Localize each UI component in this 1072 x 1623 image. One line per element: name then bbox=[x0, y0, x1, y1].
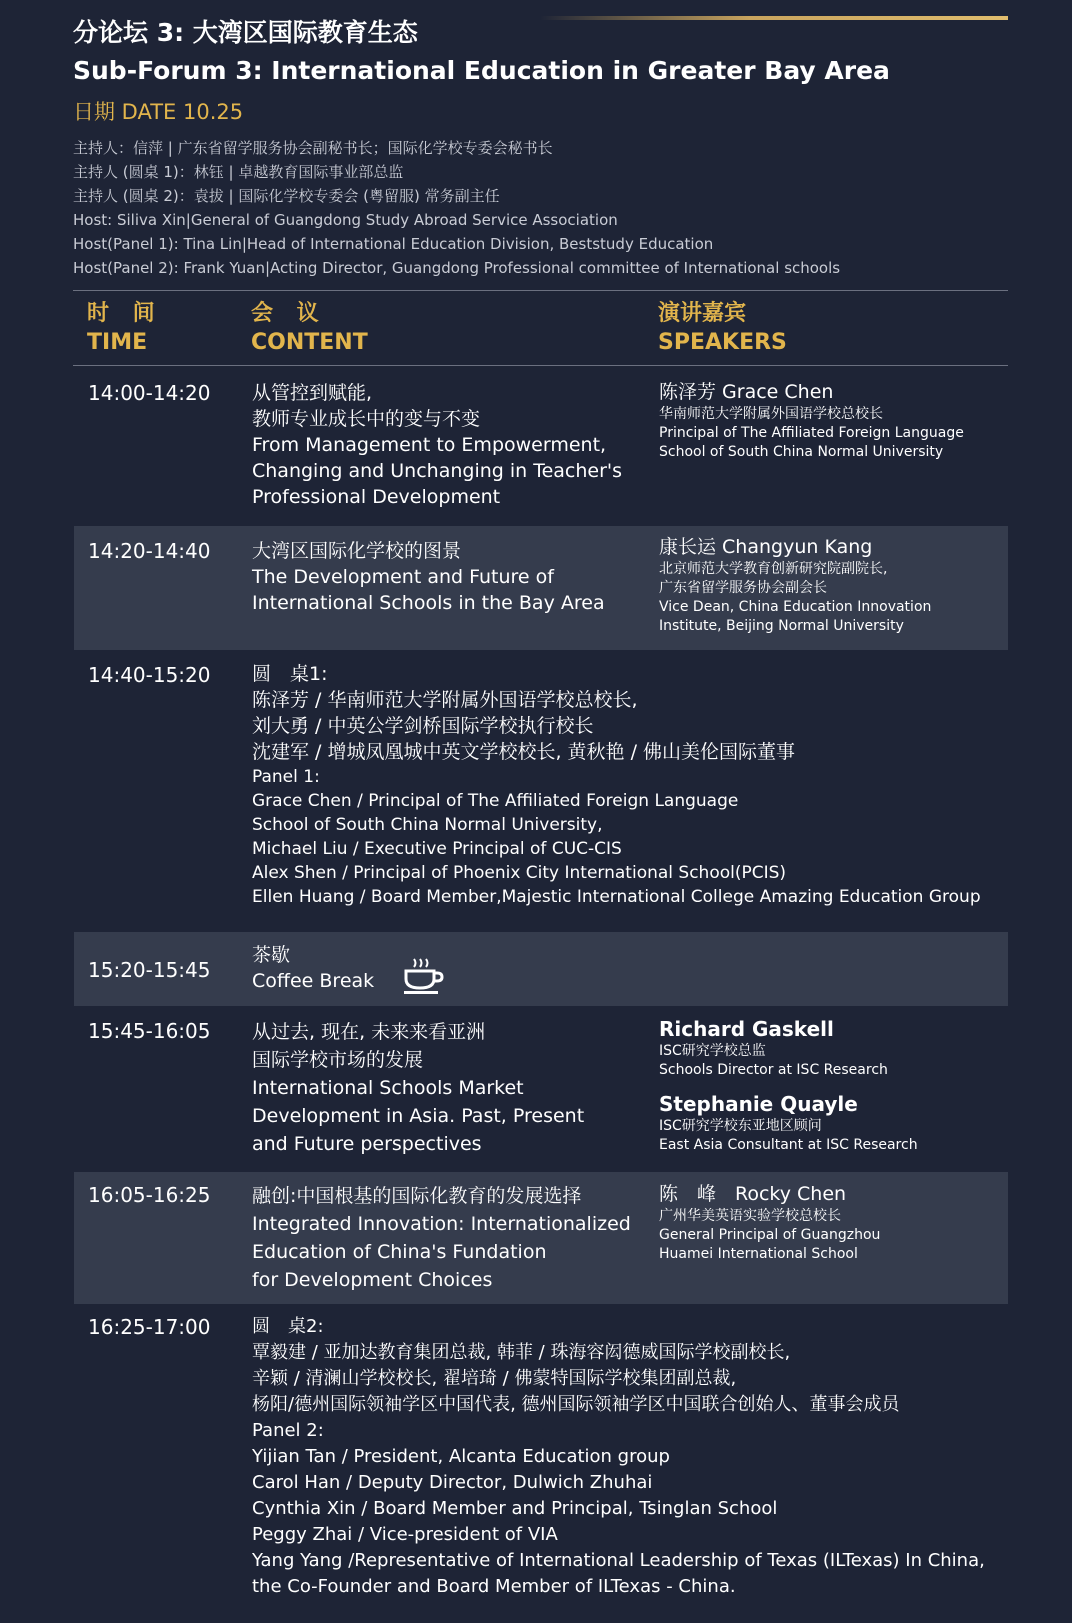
session-time: 14:00-14:20 bbox=[88, 381, 211, 405]
time-column-header: 时 间 TIME bbox=[87, 301, 163, 355]
session-speaker: 陈泽芳 Grace Chen 华南师范大学附属外国语学校总校长 Principal of The Affiliated Foreign Language School of South China Normal University bbox=[659, 379, 1004, 462]
session-speakers: Richard Gaskell ISC研究学校总监 Schools Director at ISC Research Stephanie Quayle ISC研究学校东亚地区顾问 East Asia Consultant at ISC Research bbox=[659, 1016, 1004, 1155]
host-line: Host(Panel 1): Tina Lin|Head of International Education Division, Beststudy Education bbox=[73, 235, 714, 253]
schedule-row bbox=[74, 656, 1008, 928]
session-content: 从过去, 现在, 未来来看亚洲 国际学校市场的发展 International Schools Market Development in Asia. Past, Present and Future perspectives bbox=[252, 1021, 585, 1155]
session-content: 融创:中国根基的国际化教育的发展选择 Integrated Innovation: Internationalized Education of China's Fundation for Development Choices bbox=[252, 1185, 631, 1291]
event-date: 日期 DATE 10.25 bbox=[73, 100, 244, 124]
session-time: 16:25-17:00 bbox=[88, 1315, 211, 1339]
forum-header bbox=[73, 16, 1013, 280]
speaker-name: 陈泽芳 Grace Chen bbox=[659, 381, 834, 403]
session-time: 14:40-15:20 bbox=[88, 663, 211, 687]
speaker-name: 康长运 Changyun Kang bbox=[659, 536, 873, 558]
content-column-header: 会 议 CONTENT bbox=[251, 301, 368, 355]
session-content: 茶歇 Coffee Break bbox=[252, 944, 375, 992]
session-time: 15:20-15:45 bbox=[88, 958, 211, 982]
session-time: 15:45-16:05 bbox=[88, 1019, 211, 1043]
host-line: 主持人：信萍 | 广东省留学服务协会副秘书长；国际化学校专委会秘书长 bbox=[73, 139, 553, 157]
schedule-row bbox=[74, 932, 1008, 1006]
session-content: 大湾区国际化学校的图景 The Development and Future of International Schools in the Bay Area bbox=[252, 540, 605, 614]
session-content: 从管控到赋能, 教师专业成长中的变与不变 From Management to Empowerment, Changing and Unchanging in Teacher's Professional Development bbox=[252, 382, 623, 508]
session-speaker: 康长运 Changyun Kang 北京师范大学教育创新研究院副院长, 广东省留学服务协会副会长 Vice Dean, China Education Innovation Institute, Beijing Normal University bbox=[659, 534, 1004, 636]
host-line: Host: Siliva Xin|General of Guangdong Study Abroad Service Association bbox=[73, 211, 618, 229]
speakers-column-header: 演讲嘉宾 SPEAKERS bbox=[658, 301, 787, 355]
session-time: 16:05-16:25 bbox=[88, 1183, 211, 1207]
schedule-row bbox=[74, 1310, 1008, 1623]
title-english: Sub-Forum 3: International Education in Greater Bay Area bbox=[73, 56, 890, 85]
hosts-list bbox=[73, 136, 1013, 280]
coffee-cup-icon bbox=[402, 956, 446, 996]
schedule-row bbox=[74, 1172, 1008, 1304]
schedule-row bbox=[74, 526, 1008, 650]
panel-content: 圆 桌1: 陈泽芳 / 华南师范大学附属外国语学校总校长, 刘大勇 / 中英公学剑桥国际学校执行校长 沈建军 / 增城凤凰城中英文学校校长, 黄秋艳 / 佛山美伦国际董事 Panel 1: Grace Chen / Principal of The Affiliated Foreign Language School of South China Normal University, Michael Liu / Executive Principal of CUC-CIS Alex Shen / Principal of Phoenix City International School(PCIS) Ellen Huang / Board Member,Majestic International College Amazing Education Group bbox=[252, 663, 981, 907]
host-line: 主持人 (圆桌 2)：袁拔 | 国际化学校专委会 (粤留服) 常务副主任 bbox=[73, 187, 500, 205]
host-line: 主持人 (圆桌 1)：林钰 | 卓越教育国际事业部总监 bbox=[73, 163, 404, 181]
speaker-name: 陈 峰 Rocky Chen bbox=[659, 1183, 847, 1205]
schedule-row bbox=[74, 1010, 1008, 1170]
session-speaker: 陈 峰 Rocky Chen 广州华美英语实验学校总校长 General Principal of Guangzhou Huamei International School bbox=[659, 1181, 1004, 1264]
schedule-row bbox=[74, 370, 1008, 515]
speaker-name: Richard Gaskell bbox=[659, 1017, 834, 1041]
panel-content: 圆 桌2: 覃毅建 / 亚加达教育集团总裁, 韩菲 / 珠海容闳德威国际学校副校长, 辛颖 / 清澜山学校校长, 翟培琦 / 佛蒙特国际学校集团副总裁, 杨阳/德州国际领袖学区中国代表, 德州国际领袖学区中国联合创始人、董事会成员 Panel 2: Yijian Tan / President, Alcanta Education group Carol Han / Deputy Director, Dulwich Zhuhai Cynthia Xin / Board Member and Principal, Tsinglan School Peggy Zhai / Vice-president of VIA Yang Yang /Representative of International Leadership of Texas (ILTexas) In China, the Co-Founder and Board Member of ILTexas - China. bbox=[252, 1316, 985, 1597]
title-chinese: 分论坛 3: 大湾区国际教育生态 bbox=[73, 18, 418, 47]
schedule-column-header bbox=[73, 290, 1008, 366]
speaker-name: Stephanie Quayle bbox=[659, 1092, 858, 1116]
host-line: Host(Panel 2): Frank Yuan|Acting Director, Guangdong Professional committee of International schools bbox=[73, 259, 841, 277]
session-time: 14:20-14:40 bbox=[88, 539, 211, 563]
